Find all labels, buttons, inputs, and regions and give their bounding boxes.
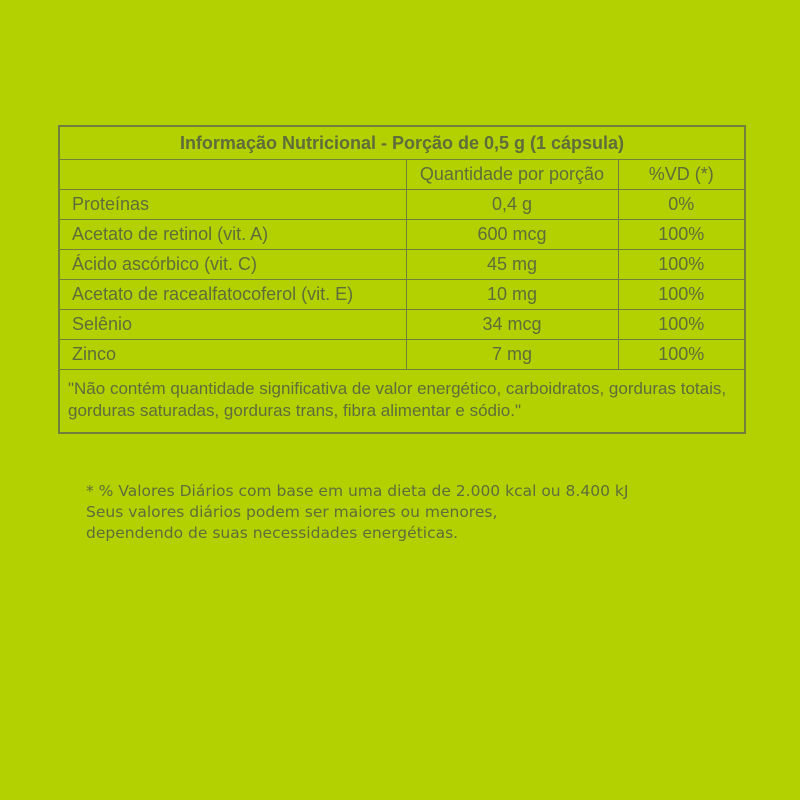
daily-value-footnote — [86, 481, 766, 544]
footnote-line: Seus valores diários podem ser maiores ou menores, — [86, 503, 498, 521]
nutrient-amount: 34 mcg — [406, 310, 618, 340]
nutrient-amount: 10 mg — [406, 280, 618, 310]
header-nutrient — [59, 160, 406, 190]
table-row — [59, 340, 745, 370]
nutrient-daily-value: 100% — [618, 220, 745, 250]
nutrient-name: Proteínas — [59, 190, 406, 220]
nutrient-name: Acetato de racealfatocoferol (vit. E) — [59, 280, 406, 310]
table-row — [59, 220, 745, 250]
table-title: Informação Nutricional - Porção de 0,5 g (1 cápsula) — [59, 126, 745, 160]
table-row — [59, 310, 745, 340]
table-title-row — [59, 126, 745, 160]
header-daily-value: %VD (*) — [618, 160, 745, 190]
table-note-row — [59, 370, 745, 434]
nutrient-amount: 45 mg — [406, 250, 618, 280]
nutrient-daily-value: 0% — [618, 190, 745, 220]
nutrition-facts-table — [58, 125, 746, 434]
nutrient-name: Selênio — [59, 310, 406, 340]
table-row — [59, 280, 745, 310]
header-quantity: Quantidade por porção — [406, 160, 618, 190]
table-header-row — [59, 160, 745, 190]
footnote-line: * % Valores Diários com base em uma dieta de 2.000 kcal ou 8.400 kJ — [86, 482, 629, 500]
nutrient-daily-value: 100% — [618, 250, 745, 280]
nutrient-name: Ácido ascórbico (vit. C) — [59, 250, 406, 280]
nutrient-daily-value: 100% — [618, 280, 745, 310]
nutrient-daily-value: 100% — [618, 310, 745, 340]
nutrient-amount: 7 mg — [406, 340, 618, 370]
nutrient-amount: 600 mcg — [406, 220, 618, 250]
table-row — [59, 250, 745, 280]
table-note: "Não contém quantidade significativa de valor energético, carboidratos, gorduras totais, gorduras saturadas, gorduras trans, fibra alimentar e sódio." — [59, 370, 745, 434]
footnote-line: dependendo de suas necessidades energéticas. — [86, 524, 459, 542]
nutrient-name: Zinco — [59, 340, 406, 370]
nutrient-amount: 0,4 g — [406, 190, 618, 220]
nutrient-daily-value: 100% — [618, 340, 745, 370]
table-row — [59, 190, 745, 220]
nutrient-name: Acetato de retinol (vit. A) — [59, 220, 406, 250]
